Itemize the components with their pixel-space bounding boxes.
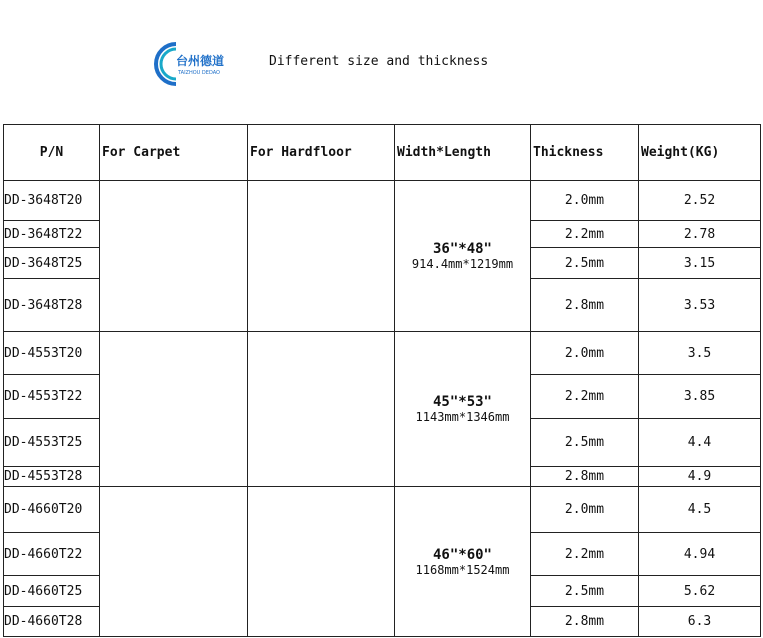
- weight-cell: 3.5: [639, 332, 761, 375]
- size-cell: [395, 332, 531, 487]
- hardfloor-image-cell: [248, 181, 395, 332]
- table-header-row: [4, 125, 761, 181]
- carpet-image-cell: [100, 332, 248, 487]
- weight-cell: 4.5: [639, 487, 761, 533]
- thickness-cell: 2.0mm: [531, 332, 639, 375]
- pn-cell: DD-3648T28: [4, 279, 100, 332]
- col-header-size: Width*Length: [395, 125, 531, 181]
- page-subtitle: Different size and thickness: [269, 54, 489, 69]
- size-mm: 914.4mm*1219mm: [411, 257, 514, 271]
- table-row: [4, 181, 761, 221]
- pn-cell: DD-4553T20: [4, 332, 100, 375]
- spec-table: [3, 124, 761, 637]
- pn-cell: DD-4660T25: [4, 576, 100, 607]
- size-inches: 46"*60": [432, 546, 492, 563]
- weight-cell: 3.85: [639, 375, 761, 419]
- size-cell: [395, 487, 531, 637]
- pn-cell: DD-3648T22: [4, 221, 100, 248]
- thickness-cell: 2.2mm: [531, 221, 639, 248]
- pn-cell: DD-4553T25: [4, 419, 100, 467]
- pn-cell: DD-4660T22: [4, 533, 100, 576]
- thickness-cell: 2.2mm: [531, 533, 639, 576]
- pn-cell: DD-4553T22: [4, 375, 100, 419]
- carpet-image-cell: [100, 487, 248, 637]
- carpet-image-cell: [100, 181, 248, 332]
- thickness-cell: 2.5mm: [531, 248, 639, 279]
- page-header: [0, 0, 763, 123]
- weight-cell: 3.53: [639, 279, 761, 332]
- thickness-cell: 2.5mm: [531, 576, 639, 607]
- weight-cell: 2.52: [639, 181, 761, 221]
- hardfloor-image-cell: [248, 332, 395, 487]
- pn-cell: DD-4660T28: [4, 607, 100, 637]
- col-header-thickness: Thickness: [531, 125, 639, 181]
- weight-cell: 5.62: [639, 576, 761, 607]
- thickness-cell: 2.5mm: [531, 419, 639, 467]
- pn-cell: DD-4553T28: [4, 467, 100, 487]
- size-mm: 1143mm*1346mm: [415, 410, 510, 424]
- table-row: [4, 487, 761, 533]
- weight-cell: 4.4: [639, 419, 761, 467]
- pn-cell: DD-3648T20: [4, 181, 100, 221]
- company-logo: [152, 40, 244, 88]
- size-cell: [395, 181, 531, 332]
- thickness-cell: 2.0mm: [531, 181, 639, 221]
- col-header-hardfloor: For Hardfloor: [248, 125, 395, 181]
- hardfloor-image-cell: [248, 487, 395, 637]
- weight-cell: 6.3: [639, 607, 761, 637]
- size-inches: 45"*53": [432, 394, 492, 410]
- thickness-cell: 2.8mm: [531, 279, 639, 332]
- col-header-carpet: For Carpet: [100, 125, 248, 181]
- thickness-cell: 2.8mm: [531, 467, 639, 487]
- weight-cell: 4.94: [639, 533, 761, 576]
- svg-text:TAIZHOU DEDAO: TAIZHOU DEDAO: [178, 70, 220, 76]
- weight-cell: 4.9: [639, 467, 761, 487]
- svg-text:台州德道: 台州德道: [176, 54, 225, 68]
- thickness-cell: 2.2mm: [531, 375, 639, 419]
- col-header-weight: Weight(KG): [639, 125, 761, 181]
- col-header-pn: P/N: [4, 125, 100, 181]
- weight-cell: 3.15: [639, 248, 761, 279]
- size-inches: 36"*48": [432, 241, 492, 257]
- table-row: [4, 332, 761, 375]
- thickness-cell: 2.8mm: [531, 607, 639, 637]
- thickness-cell: 2.0mm: [531, 487, 639, 533]
- pn-cell: DD-3648T25: [4, 248, 100, 279]
- size-mm: 1168mm*1524mm: [415, 562, 510, 577]
- weight-cell: 2.78: [639, 221, 761, 248]
- pn-cell: DD-4660T20: [4, 487, 100, 533]
